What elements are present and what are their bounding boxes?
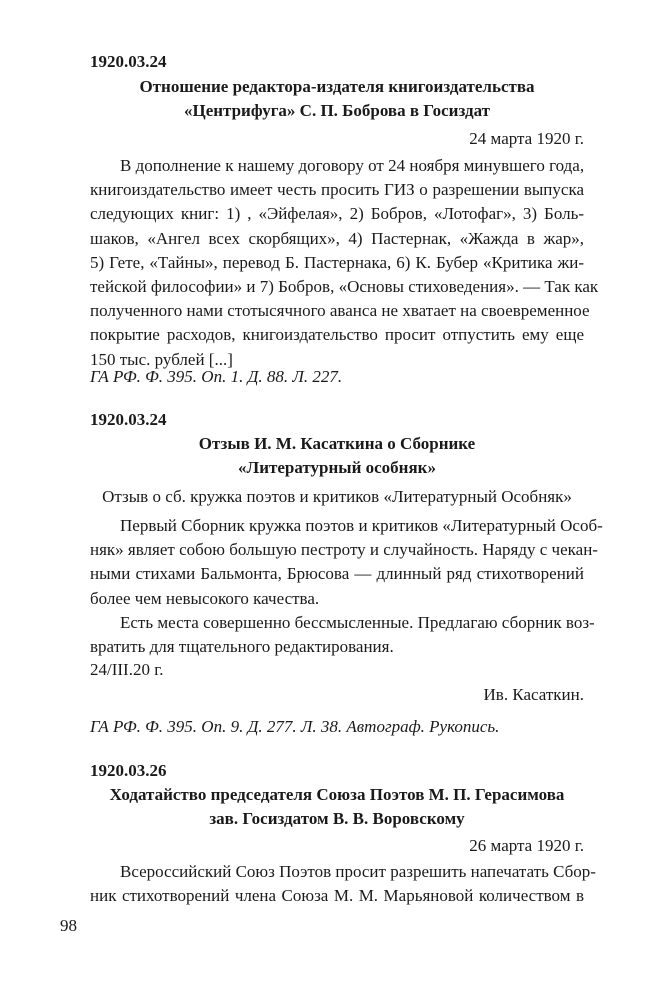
doc2-body-line: няк» являет собою большую пестроту и случайность. Наряду с чекан-	[90, 540, 598, 560]
doc2-title-line: «Литературный особняк»	[238, 458, 436, 477]
doc1-archive-source: ГА РФ. Ф. 395. Оп. 1. Д. 88. Л. 227.	[90, 367, 343, 386]
doc3-body-line: Всероссийский Союз Поэтов просит разрешить напечатать Сбор-	[120, 862, 596, 881]
doc1-body-line: следующих книг: 1) , «Эйфелая», 2) Бобров, «Лотофаг», 3) Боль-	[90, 204, 584, 224]
doc2-archive-source: ГА РФ. Ф. 395. Оп. 9. Д. 277. Л. 38. Автограф. Рукопись.	[90, 717, 500, 736]
page-number: 98	[60, 916, 77, 935]
doc3-title	[90, 783, 584, 831]
doc3-title-line: Ходатайство председателя Союза Поэтов М. П. Герасимова	[109, 785, 565, 804]
doc1-title-line: Отношение редактора-издателя книгоиздательства	[139, 77, 535, 96]
doc2-title-line: Отзыв И. М. Касаткина о Сборнике	[198, 434, 476, 453]
doc2-title	[90, 432, 584, 480]
doc1-date-code: 1920.03.24	[90, 52, 167, 71]
doc3-body	[90, 860, 596, 908]
doc1-body-line: 5) Гете, «Тайны», перевод Б. Пастернака, 6) К. Бубер «Критика жи-	[90, 252, 584, 272]
doc1-body-line: покрытие расходов, книгоиздательство просит отпустить ему еще	[90, 325, 584, 345]
doc1-body-line: книгоиздательство имеет честь просить ГИЗ о разрешении выпуска	[90, 180, 584, 200]
doc1-body-line: полученного нами стотысячного аванса не хватает на своевременное	[90, 301, 590, 321]
doc1-body-line: тейской философии» и 7) Бобров, «Основы стиховедения». — Так как	[90, 276, 599, 296]
doc2-body-line: вратить для тщательного редактирования.	[90, 637, 394, 657]
doc3-body-line: ник стихотворений члена Союза М. М. Марьяновой количеством в	[90, 886, 584, 906]
doc2-signature: Ив. Касаткин.	[483, 685, 584, 704]
doc2-date: 24/III.20 г.	[90, 660, 164, 679]
doc1-title-line: «Центрифуга» С. П. Боброва в Госиздат	[183, 101, 490, 120]
doc2-body-line: Есть места совершенно бессмысленные. Предлагаю сборник воз-	[120, 613, 595, 632]
doc2-paragraph-2	[90, 611, 595, 659]
doc3-date: 26 марта 1920 г.	[469, 836, 584, 855]
doc2-paragraph-1	[90, 514, 603, 611]
doc2-subtitle: Отзыв о сб. кружка поэтов и критиков «Литературный Особняк»	[102, 487, 572, 506]
doc2-body-line: ными стихами Бальмонта, Брюсова — длинный ряд стихотворений	[90, 564, 584, 584]
doc2-body-line: Первый Сборник кружка поэтов и критиков «Литературный Особ-	[120, 516, 603, 535]
doc3-title-line: зав. Госиздатом В. В. Воровскому	[209, 809, 465, 828]
document-page	[60, 0, 603, 1007]
doc3-date-code: 1920.03.26	[90, 761, 167, 780]
doc2-body-line: более чем невысокого качества.	[90, 588, 320, 608]
doc1-body	[90, 154, 599, 372]
doc1-body-line: 150 тыс. рублей [...]	[90, 349, 233, 369]
doc1-title	[90, 75, 584, 123]
doc2-date-code: 1920.03.24	[90, 410, 167, 429]
doc1-body-line: шаков, «Ангел всех скорбящих», 4) Пастернак, «Жажда в жар»,	[90, 228, 584, 248]
doc1-date: 24 марта 1920 г.	[469, 129, 584, 148]
doc1-body-line: В дополнение к нашему договору от 24 ноября минувшего года,	[120, 156, 585, 175]
